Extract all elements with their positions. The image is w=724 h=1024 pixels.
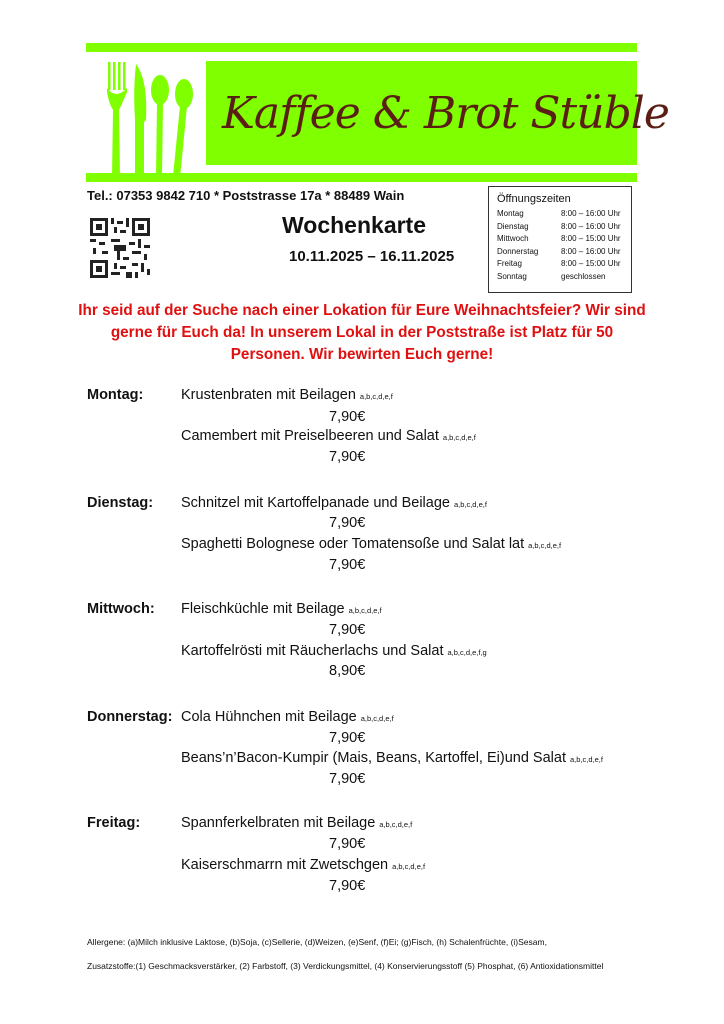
hours-row: Mittwoch 8:00 – 15:00 Uhr [497, 234, 621, 243]
hours-row: Freitag 8:00 – 15:00 Uhr [497, 259, 621, 268]
hours-row: Montag 8:00 – 16:00 Uhr [497, 209, 621, 218]
dish-price: 7,90€ [329, 449, 366, 465]
dish-name: Camembert mit Preiselbeeren und Salat a,b,c,d,e,f [181, 428, 476, 444]
hours-row: Dienstag 8:00 – 16:00 Uhr [497, 221, 621, 231]
dish-price: 7,90€ [329, 836, 366, 852]
bottom-bar [86, 173, 637, 182]
dish-name: Schnitzel mit Kartoffelpanade und Beilage a,b,c,d,e,f [181, 495, 487, 511]
dish-name: Fleischküchle mit Beilage a,b,c,d,e,f [181, 601, 382, 617]
day-label-mittwoch: Mittwoch: [87, 601, 155, 617]
dish-price: 7,90€ [329, 622, 366, 638]
logo-text: Kaffee & Brot Stüble [222, 88, 669, 139]
week-dates: 10.11.2025 – 16.11.2025 [289, 248, 455, 265]
allergen-legend: Allergene: (a)Milch inklusive Laktose, (b)Soja, (c)Sellerie, (d)Weizen, (e)Senf, (f)Ei; (g)Fisch, (h) Schalenfrüchte, (i)Sesam, [87, 937, 547, 947]
dish-price: 7,90€ [329, 730, 366, 746]
page-title: Wochenkarte [282, 212, 427, 238]
dish-name: Cola Hühnchen mit Beilage a,b,c,d,e,f [181, 709, 394, 725]
dish-name: Kaiserschmarrn mit Zwetschgen a,b,c,d,e,f [181, 857, 426, 873]
contact-line: Tel.: 07353 9842 710 * Poststrasse 17a * 88489 Wain [87, 188, 405, 203]
opening-hours-heading: Öffnungszeiten [497, 193, 571, 205]
dish-name: Kartoffelrösti mit Räucherlachs und Salat a,b,c,d,e,f,g [181, 643, 487, 659]
opening-hours-box [488, 186, 632, 293]
dish-price: 7,90€ [329, 878, 366, 894]
dish-price: 8,90€ [329, 663, 366, 679]
dish-name: Spaghetti Bolognese oder Tomatensoße und Salat lat a,b,c,d,e,f [181, 536, 562, 552]
top-bar [86, 43, 637, 52]
day-label-freitag: Freitag: [87, 815, 141, 831]
dish-name: Beans’n’Bacon-Kumpir (Mais, Beans, Kartoffel, Ei)und Salat a,b,c,d,e,f [181, 750, 603, 766]
day-label-montag: Montag: [87, 387, 144, 403]
dish-price: 7,90€ [329, 557, 366, 573]
additive-legend: Zusatzstoffe:(1) Geschmacksverstärker, (2) Farbstoff, (3) Verdickungsmittel, (4) Konservierungsstoff (5) Phosphat, (6) Antioxidationsmittel [87, 961, 604, 971]
day-label-donnerstag: Donnerstag: [87, 709, 173, 725]
day-label-dienstag: Dienstag: [87, 495, 154, 511]
dish-name: Spannferkelbraten mit Beilage a,b,c,d,e,f [181, 815, 413, 831]
hours-row: Sonntag geschlossen [497, 271, 606, 281]
dish-price: 7,90€ [329, 515, 366, 531]
qr-code[interactable] [90, 218, 150, 278]
dish-name: Krustenbraten mit Beilagen a,b,c,d,e,f [181, 387, 393, 403]
promo-text: Ihr seid auf der Suche nach einer Lokation für Eure Weihnachtsfeier? Wir sind gerne für Euch da! In unserem Lokal in der Poststraße ist Platz für 50 Personen. Wir bewirten Euch gerne! [78, 302, 646, 363]
cutlery-icon [100, 60, 200, 185]
dish-price: 7,90€ [329, 409, 366, 425]
dish-price: 7,90€ [329, 771, 366, 787]
hours-row: Donnerstag 8:00 – 16:00 Uhr [497, 246, 621, 256]
